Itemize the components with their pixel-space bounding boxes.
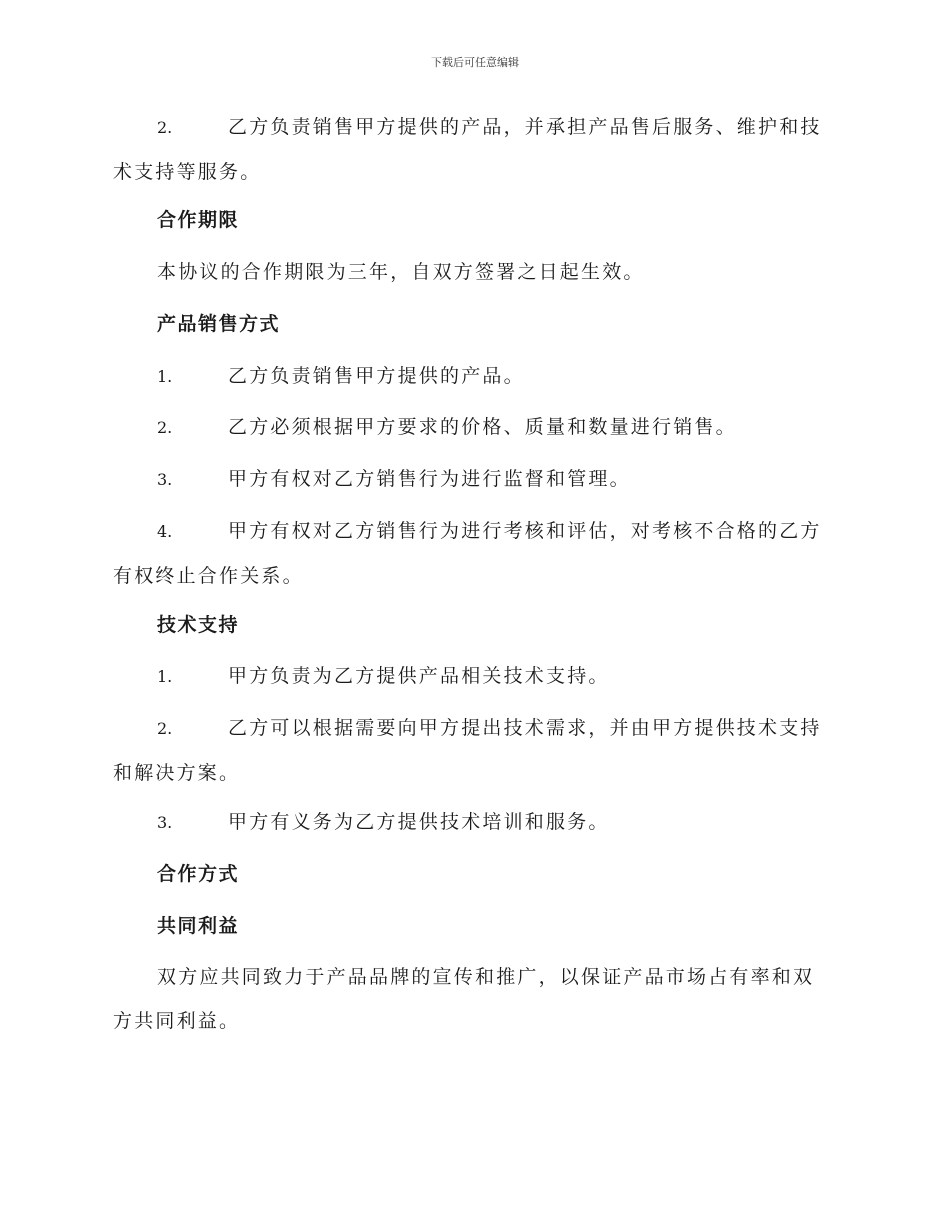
list-item-text: 乙方可以根据需要向甲方提出技术需求，并由甲方提供技术支持和解决方案。 xyxy=(113,717,822,784)
list-item xyxy=(113,405,833,450)
list-item-text: 甲方有权对乙方销售行为进行监督和管理。 xyxy=(228,468,631,490)
list-item xyxy=(113,654,833,699)
list-item-number: 2. xyxy=(157,418,173,437)
list-item xyxy=(113,800,833,845)
section-heading: 合作期限 xyxy=(157,209,240,231)
section-heading: 合作方式 xyxy=(157,863,240,885)
list-item xyxy=(113,354,833,399)
list-item-number: 3. xyxy=(157,470,173,489)
list-item xyxy=(113,509,833,598)
list-item-text: 乙方负责销售甲方提供的产品，并承担产品售后服务、维护和技术支持等服务。 xyxy=(113,116,822,183)
list-item xyxy=(113,706,833,795)
page-header: 下载后可任意编辑 xyxy=(431,56,519,69)
list-item-text: 甲方有义务为乙方提供技术培训和服务。 xyxy=(228,811,610,833)
list-item-number: 1. xyxy=(157,367,173,386)
list-item-text: 乙方必须根据甲方要求的价格、质量和数量进行销售。 xyxy=(228,416,737,438)
section-heading: 产品销售方式 xyxy=(157,313,281,335)
list-item-text: 甲方有权对乙方销售行为进行考核和评估，对考核不合格的乙方有权终止合作关系。 xyxy=(113,520,822,587)
section-heading: 共同利益 xyxy=(157,915,240,937)
section-heading: 技术支持 xyxy=(157,614,240,636)
list-item xyxy=(113,105,833,194)
list-item-number: 2. xyxy=(157,118,173,137)
list-item-number: 4. xyxy=(157,522,173,541)
paragraph: 本协议的合作期限为三年，自双方签署之日起生效。 xyxy=(157,261,645,283)
list-item-number: 3. xyxy=(157,813,173,832)
list-item xyxy=(113,457,833,502)
paragraph: 双方应共同致力于产品品牌的宣传和推广，以保证产品市场占有率和双方共同利益。 xyxy=(113,966,815,1032)
list-item-text: 甲方负责为乙方提供产品相关技术支持。 xyxy=(228,665,610,687)
list-item-number: 2. xyxy=(157,719,173,738)
list-item-number: 1. xyxy=(157,667,173,686)
list-item-text: 乙方负责销售甲方提供的产品。 xyxy=(228,365,525,387)
